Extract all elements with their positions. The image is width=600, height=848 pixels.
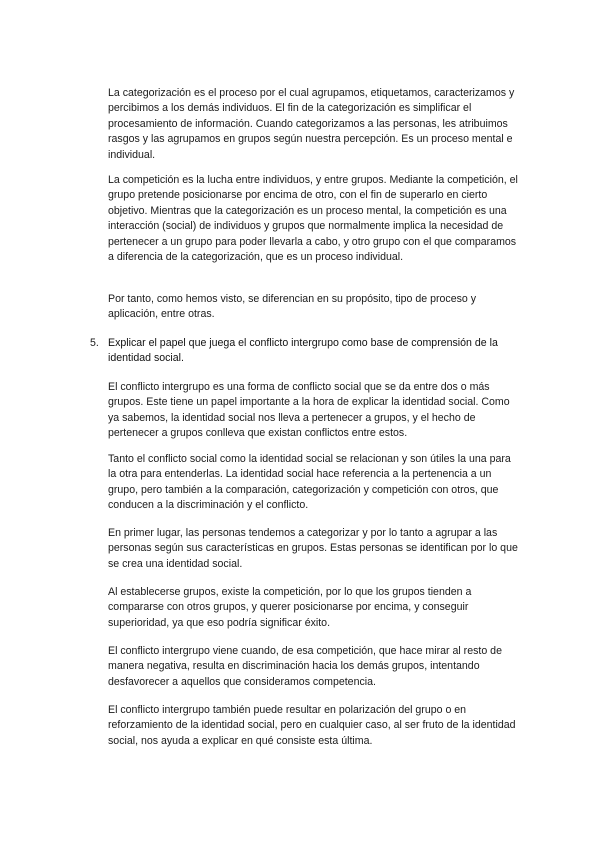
paragraph-conflicto-intergrupo: El conflicto intergrupo es una forma de conflicto social que se da entre dos o más grupos. Este tiene un papel importante a la hora de explicar la identidad social. Como ya sabemos, la identidad social nos lleva a pertenecer a grupos, y el hecho de pertenecer a grupos conlleva que existan conflictos entre estos.	[108, 381, 510, 440]
paragraph-competicion: La competición es la lucha entre individuos, y entre grupos. Mediante la competición, el grupo pretende posicionarse por encima de otro, con el fin de superarlo en cierto objetivo. Mientras que la categorización es un proceso mental, la competición es una interacción (social) de individuos y grupos que normalmente implica la necesidad de pertenecer a un grupo para poder llevarla a cabo, y otro grupo con el que comparamos a diferencia de la categorización, que es un proceso individual.	[108, 174, 518, 264]
question-heading: Explicar el papel que juega el conflicto intergrupo como base de comprensión de la identidad social.	[108, 337, 498, 365]
paragraph-competicion-grupos: Al establecerse grupos, existe la competición, por lo que los grupos tienden a compararse con otros grupos, y querer posicionarse por encima, y conseguir superioridad, ya que eso podría significar éxito.	[108, 586, 472, 629]
paragraph-categorizacion: La categorización es el proceso por el cual agrupamos, etiquetamos, caracterizamos y percibimos a los demás individuos. El fin de la categorización es simplificar el procesamiento de información. Cuando categorizamos a las personas, les atribuimos rasgos y las agrupamos en grupos según nuestra percepción. Es un proceso mental e individual.	[108, 87, 515, 161]
question-number: 5.	[90, 337, 99, 349]
paragraph-relacion-identidad: Tanto el conflicto social como la identidad social se relacionan y son útiles la una para la otra para entenderlas. La identidad social hace referencia a la pertenencia a un grupo, pero también a la comparación, categorización y competición con otros, que conducen a la discriminación y el conflicto.	[108, 453, 511, 512]
paragraph-discriminacion: El conflicto intergrupo viene cuando, de esa competición, que hace mirar al resto de manera negativa, resulta en discriminación hacia los demás grupos, intentando desfavorecer a aquellos que consideramos competencia.	[108, 645, 502, 688]
paragraph-categorizar: En primer lugar, las personas tendemos a categorizar y por lo tanto a agrupar a las personas según sus características en grupos. Estas personas se identifican por lo que se crea una identidad social.	[108, 527, 518, 570]
paragraph-diferencias: Por tanto, como hemos visto, se diferencian en su propósito, tipo de proceso y aplicación, entre otras.	[108, 293, 477, 321]
paragraph-polarizacion: El conflicto intergrupo también puede resultar en polarización del grupo o en reforzamiento de la identidad social, pero en cualquier caso, al ser fruto de la identidad social, nos ayuda a explicar en qué consiste esta última.	[108, 704, 516, 747]
